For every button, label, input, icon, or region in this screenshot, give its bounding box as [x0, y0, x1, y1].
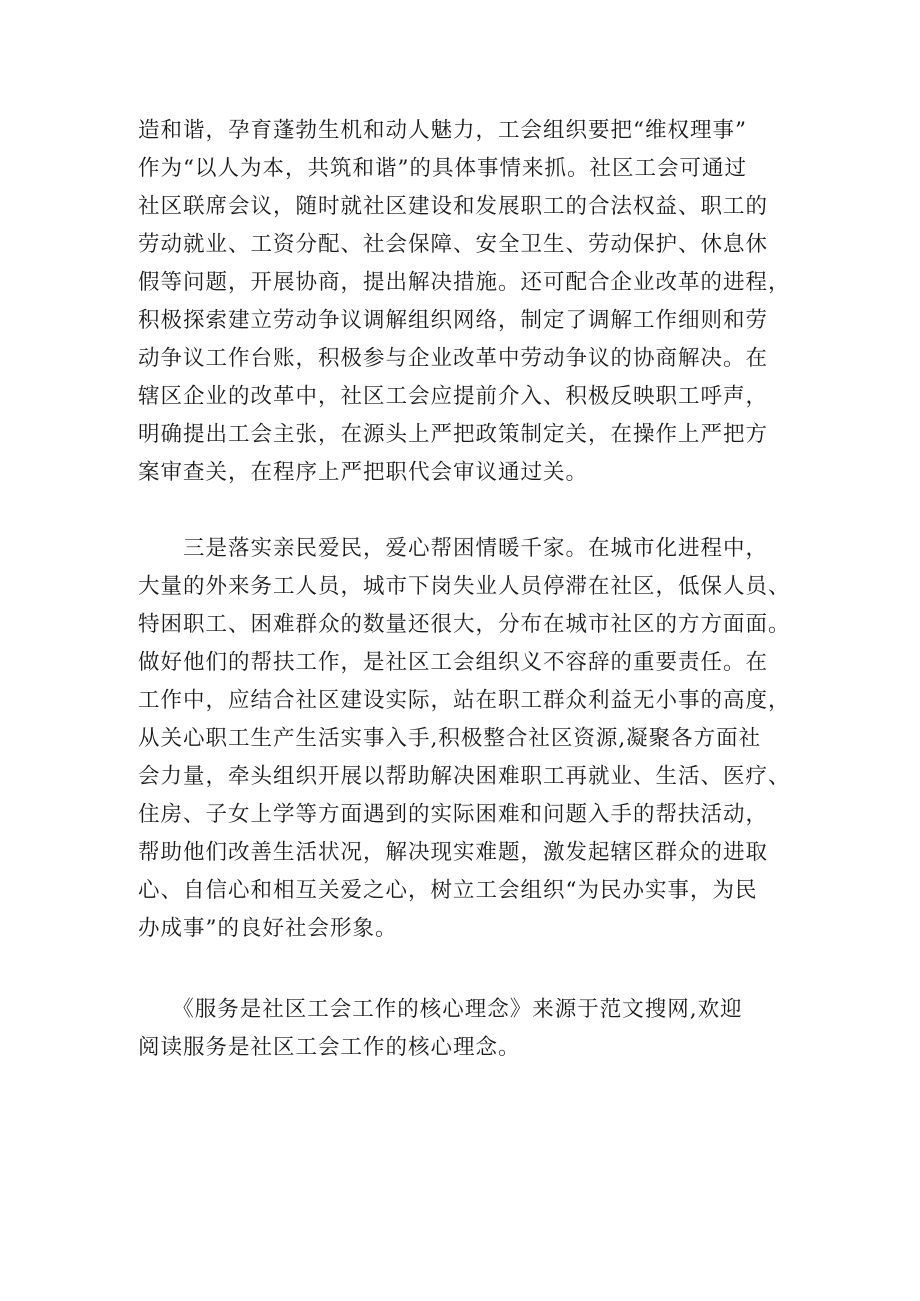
- text-line: 明确提出工会主张，在源头上严把政策制定关，在操作上严把方: [138, 422, 769, 447]
- text-line: 积极探索建立劳动争议调解组织网络，制定了调解工作细则和劳: [138, 308, 769, 333]
- text-line: 辖区企业的改革中，社区工会应提前介入、积极反映职工呼声，: [138, 384, 769, 409]
- text-line: 住房、子女上学等方面遇到的实际困难和问题入手的帮扶活动，: [138, 802, 769, 827]
- text-line: 工作中，应结合社区建设实际，站在职工群众利益无小事的高度，: [138, 688, 791, 713]
- text-line: 心、自信心和相互关爱之心，树立工会组织“为民办实事，为民: [138, 878, 758, 903]
- text-line: 《服务是社区工会工作的核心理念》来源于范文搜网,欢迎: [138, 997, 743, 1022]
- paragraph-source-note: [138, 991, 818, 1067]
- paragraph-worker-rights: [138, 112, 818, 492]
- text-line: 帮助他们改善生活状况，解决现实难题，激发起辖区群众的进取: [138, 840, 769, 865]
- text-line: 会力量，牵头组织开展以帮助解决困难职工再就业、生活、医疗、: [138, 764, 791, 789]
- text-line: 造和谐，孕育蓬勃生机和动人魅力，工会组织要把“维权理事”: [138, 118, 747, 143]
- text-line: 假等问题，开展协商，提出解决措施。还可配合企业改革的进程，: [138, 270, 791, 295]
- paragraph-poverty-relief: [138, 530, 818, 948]
- text-line: 特困职工、困难群众的数量还很大，分布在城市社区的方方面面。: [138, 612, 791, 637]
- text-line: 社区联席会议，随时就社区建设和发展职工的合法权益、职工的: [138, 194, 769, 219]
- text-line: 从关心职工生产生活实事入手,积极整合社区资源,凝聚各方面社: [138, 726, 762, 751]
- text-line: 阅读服务是社区工会工作的核心理念。: [138, 1035, 521, 1060]
- text-line: 作为“以人为本，共筑和谐”的具体事情来抓。社区工会可通过: [138, 156, 747, 181]
- text-line: 办成事”的良好社会形象。: [138, 916, 398, 941]
- text-line: 劳动就业、工资分配、社会保障、安全卫生、劳动保护、休息休: [138, 232, 769, 257]
- text-line: 大量的外来务工人员，城市下岗失业人员停滞在社区，低保人员、: [138, 574, 791, 599]
- text-line: 三是落实亲民爱民，爱心帮困情暖千家。在城市化进程中，: [138, 536, 769, 561]
- paragraph-text: [138, 991, 818, 1067]
- paragraph-text: [138, 530, 818, 948]
- text-line: 案审查关，在程序上严把职代会审议通过关。: [138, 460, 589, 485]
- paragraph-text: [138, 112, 818, 492]
- text-line: 动争议工作台账，积极参与企业改革中劳动争议的协商解决。在: [138, 346, 769, 371]
- text-line: 做好他们的帮扶工作，是社区工会组织义不容辞的重要责任。在: [138, 650, 769, 675]
